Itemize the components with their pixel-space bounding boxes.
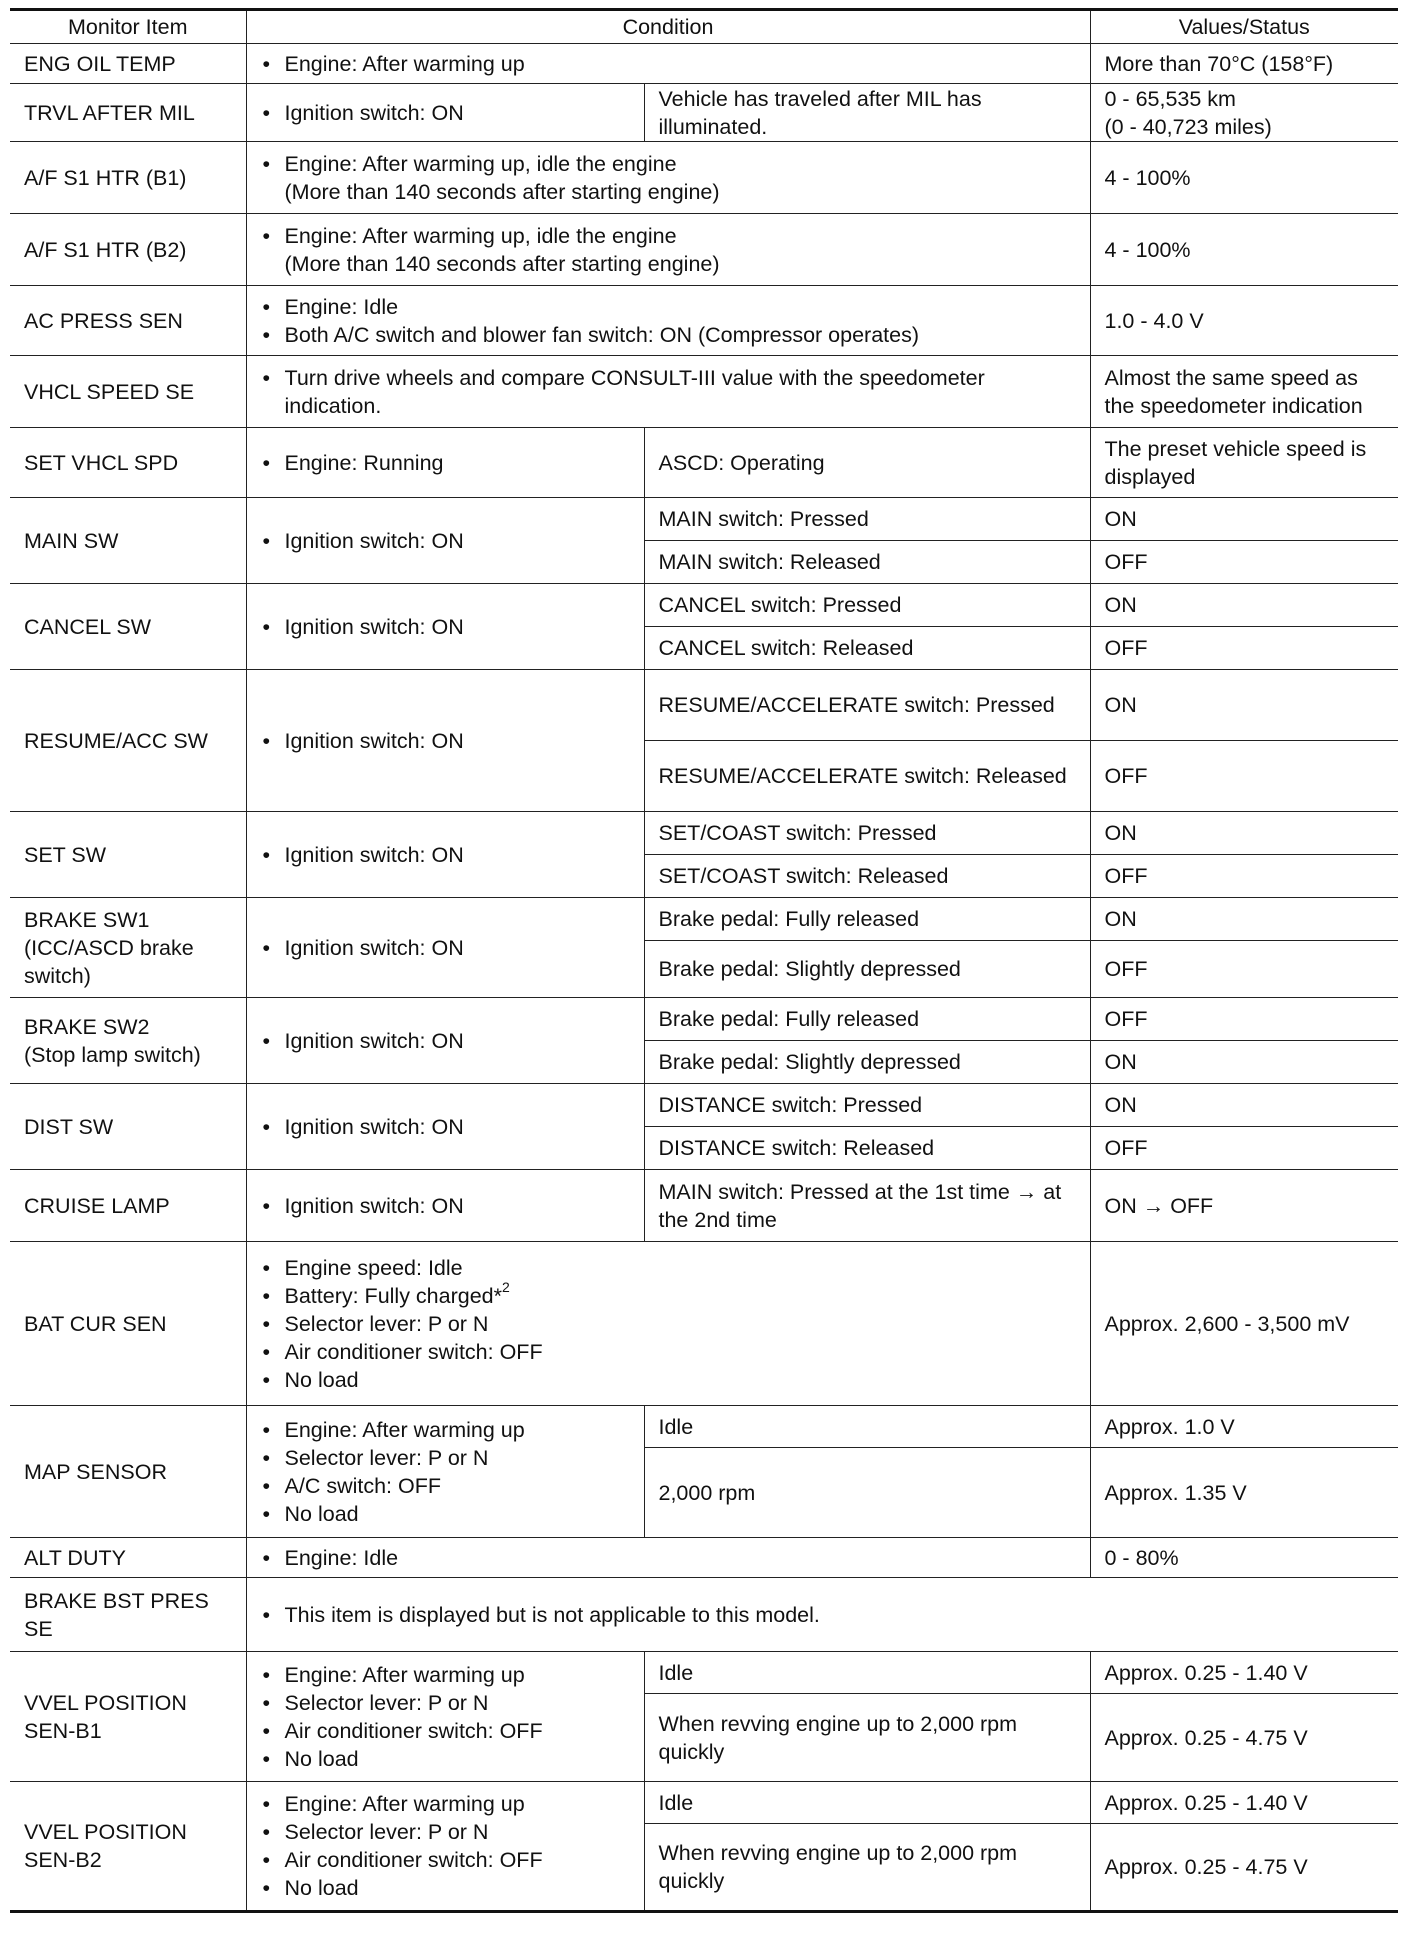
condition-cell (246, 1242, 1090, 1406)
sub-condition-cell: SET/COAST switch: Released (644, 855, 1090, 898)
condition-bullet: • Engine: After warming up (261, 1790, 632, 1818)
condition-bullet: • Air conditioner switch: OFF (261, 1717, 632, 1745)
value-cell: Approx. 0.25 - 4.75 V (1090, 1694, 1398, 1782)
monitor-item-cell: BAT CUR SEN (10, 1242, 246, 1406)
sub-condition-cell: CANCEL switch: Pressed (644, 584, 1090, 627)
monitor-item-cell: RESUME/ACC SW (10, 670, 246, 812)
monitor-item-cell: BRAKE BST PRES SE (10, 1578, 246, 1652)
condition-bullet: • Engine: Idle (261, 293, 1078, 321)
condition-bullet: • No load (261, 1366, 1078, 1394)
sub-condition-cell: SET/COAST switch: Pressed (644, 812, 1090, 855)
sub-condition-cell: Brake pedal: Slightly depressed (644, 941, 1090, 998)
value-cell: OFF (1090, 941, 1398, 998)
sub-condition-cell: DISTANCE switch: Pressed (644, 1084, 1090, 1127)
monitor-item-cell: DIST SW (10, 1084, 246, 1170)
monitor-item-cell: TRVL AFTER MIL (10, 84, 246, 142)
condition-bullet: • Ignition switch: ON (261, 1027, 632, 1055)
condition-cell (246, 498, 644, 584)
header-condition: Condition (246, 10, 1090, 44)
value-cell: OFF (1090, 855, 1398, 898)
condition-cell (246, 1538, 1090, 1578)
value-line: (0 - 40,723 miles) (1104, 114, 1272, 139)
value-cell: 4 - 100% (1090, 214, 1398, 286)
condition-bullet (261, 1279, 1078, 1310)
value-cell: OFF (1090, 541, 1398, 584)
monitor-item-line: BRAKE SW1 (24, 907, 150, 932)
condition-bullet: • Air conditioner switch: OFF (261, 1846, 632, 1874)
condition-cell (246, 142, 1090, 214)
header-monitor-item: Monitor Item (10, 10, 246, 44)
monitor-item-cell: VVEL POSITION SEN-B1 (10, 1652, 246, 1782)
value-cell: Approx. 0.25 - 1.40 V (1090, 1652, 1398, 1694)
condition-bullet: • Ignition switch: ON (261, 841, 632, 869)
condition-bullet: • Selector lever: P or N (261, 1818, 632, 1846)
condition-line: (More than 140 seconds after starting engine) (284, 251, 720, 276)
sub-condition-cell: When revving engine up to 2,000 rpm quickly (644, 1694, 1090, 1782)
sub-condition-cell: Idle (644, 1782, 1090, 1824)
sub-condition-cell: Brake pedal: Slightly depressed (644, 1041, 1090, 1084)
monitor-item-line: (Stop lamp switch) (24, 1042, 201, 1067)
condition-bullet: • No load (261, 1500, 632, 1528)
table-row (10, 214, 1398, 286)
condition-bullet: • Selector lever: P or N (261, 1444, 632, 1472)
value-cell: Almost the same speed as the speedometer indication (1090, 356, 1398, 428)
sub-condition-cell: Brake pedal: Fully released (644, 898, 1090, 941)
condition-bullet: • No load (261, 1745, 632, 1773)
condition-bullet: • Engine speed: Idle (261, 1254, 1078, 1282)
monitor-item-cell: ALT DUTY (10, 1538, 246, 1578)
monitor-item-line: BRAKE SW2 (24, 1014, 150, 1039)
value-cell: Approx. 1.0 V (1090, 1406, 1398, 1448)
table-row (10, 1782, 1398, 1824)
sub-condition-cell: ASCD: Operating (644, 428, 1090, 498)
condition-cell (246, 44, 1090, 84)
condition-bullet: • Engine: After warming up (261, 50, 1078, 78)
condition-bullet: • Ignition switch: ON (261, 99, 632, 127)
value-cell: More than 70°C (158°F) (1090, 44, 1398, 84)
table-row (10, 670, 1398, 741)
condition-bullet: • Ignition switch: ON (261, 527, 632, 555)
table-row (10, 998, 1398, 1041)
footnote-marker: 2 (502, 1279, 510, 1296)
table-row (10, 44, 1398, 84)
monitor-table-container (10, 8, 1398, 1913)
monitor-item-cell: MAIN SW (10, 498, 246, 584)
value-line: 0 - 65,535 km (1104, 86, 1236, 111)
monitor-item-cell: A/F S1 HTR (B1) (10, 142, 246, 214)
sub-condition-cell: MAIN switch: Pressed at the 1st time → at the 2nd time (644, 1170, 1090, 1242)
table-row (10, 584, 1398, 627)
table-row (10, 84, 1398, 142)
value-cell: OFF (1090, 627, 1398, 670)
value-cell: Approx. 2,600 - 3,500 mV (1090, 1242, 1398, 1406)
condition-bullet: • Ignition switch: ON (261, 727, 632, 755)
sub-condition-cell: RESUME/ACCELERATE switch: Released (644, 741, 1090, 812)
condition-cell (246, 1578, 1398, 1652)
condition-cell (246, 1782, 644, 1912)
condition-line: • Engine: After warming up, idle the engine (284, 223, 677, 248)
table-row (10, 1578, 1398, 1652)
condition-cell (246, 670, 644, 812)
monitor-item-cell: SET SW (10, 812, 246, 898)
condition-bullet: • Ignition switch: ON (261, 1192, 632, 1220)
condition-bullet: • Both A/C switch and blower fan switch: ON (Compressor operates) (261, 321, 1078, 349)
condition-cell (246, 286, 1090, 356)
header-row (10, 10, 1398, 44)
condition-bullet: • Engine: Running (261, 449, 632, 477)
sub-condition-cell: MAIN switch: Released (644, 541, 1090, 584)
monitor-item-cell: SET VHCL SPD (10, 428, 246, 498)
sub-condition-cell: 2,000 rpm (644, 1448, 1090, 1538)
monitor-item-line: (ICC/ASCD brake switch) (24, 935, 194, 988)
monitor-item-table (10, 8, 1398, 1913)
table-row (10, 286, 1398, 356)
value-cell: ON (1090, 812, 1398, 855)
sub-condition-cell: CANCEL switch: Released (644, 627, 1090, 670)
condition-bullet: • No load (261, 1874, 632, 1902)
condition-bullet: • This item is displayed but is not applicable to this model. (261, 1601, 1387, 1629)
sub-condition-cell: When revving engine up to 2,000 rpm quickly (644, 1824, 1090, 1912)
value-cell: Approx. 0.25 - 1.40 V (1090, 1782, 1398, 1824)
condition-bullet: • Ignition switch: ON (261, 613, 632, 641)
table-row (10, 1084, 1398, 1127)
value-cell: ON (1090, 1084, 1398, 1127)
value-cell: ON (1090, 670, 1398, 741)
condition-cell (246, 1084, 644, 1170)
value-cell: ON (1090, 1041, 1398, 1084)
table-row (10, 812, 1398, 855)
condition-bullet: • Engine: After warming up (261, 1661, 632, 1689)
condition-bullet: • Selector lever: P or N (261, 1689, 632, 1717)
condition-cell (246, 214, 1090, 286)
condition-cell (246, 84, 644, 142)
value-cell (1090, 84, 1398, 142)
monitor-item-cell: CRUISE LAMP (10, 1170, 246, 1242)
condition-bullet: • Selector lever: P or N (261, 1310, 1078, 1338)
value-cell: ON (1090, 898, 1398, 941)
monitor-item-cell (10, 998, 246, 1084)
value-cell: ON → OFF (1090, 1170, 1398, 1242)
table-row (10, 1170, 1398, 1242)
condition-cell (246, 812, 644, 898)
condition-bullet: • A/C switch: OFF (261, 1472, 632, 1500)
sub-condition-cell: Idle (644, 1652, 1090, 1694)
monitor-item-cell: MAP SENSOR (10, 1406, 246, 1538)
table-row (10, 498, 1398, 541)
condition-bullet: • Engine: Idle (261, 1544, 1078, 1572)
condition-bullet: • Ignition switch: ON (261, 934, 632, 962)
value-cell: ON (1090, 498, 1398, 541)
sub-condition-cell: Idle (644, 1406, 1090, 1448)
monitor-item-cell: VHCL SPEED SE (10, 356, 246, 428)
table-row (10, 142, 1398, 214)
value-cell: OFF (1090, 741, 1398, 812)
condition-cell (246, 1170, 644, 1242)
value-cell: 4 - 100% (1090, 142, 1398, 214)
condition-cell (246, 1406, 644, 1538)
monitor-item-cell: AC PRESS SEN (10, 286, 246, 356)
condition-bullet: • Engine: After warming up (261, 1416, 632, 1444)
value-cell: Approx. 1.35 V (1090, 1448, 1398, 1538)
value-cell: 1.0 - 4.0 V (1090, 286, 1398, 356)
value-cell: The preset vehicle speed is displayed (1090, 428, 1398, 498)
monitor-item-cell: A/F S1 HTR (B2) (10, 214, 246, 286)
monitor-item-cell: VVEL POSITION SEN-B2 (10, 1782, 246, 1912)
sub-condition-cell: RESUME/ACCELERATE switch: Pressed (644, 670, 1090, 741)
condition-bullet: • Air conditioner switch: OFF (261, 1338, 1078, 1366)
table-row (10, 1242, 1398, 1406)
condition-bullet: • Ignition switch: ON (261, 1113, 632, 1141)
table-row (10, 898, 1398, 941)
table-row (10, 1406, 1398, 1448)
table-row (10, 1652, 1398, 1694)
condition-line: (More than 140 seconds after starting engine) (284, 179, 720, 204)
condition-cell (246, 428, 644, 498)
condition-cell (246, 1652, 644, 1782)
condition-cell (246, 584, 644, 670)
condition-bullet (261, 150, 1078, 206)
condition-bullet (261, 222, 1078, 278)
condition-cell (246, 998, 644, 1084)
value-cell: ON (1090, 584, 1398, 627)
monitor-item-cell: CANCEL SW (10, 584, 246, 670)
sub-condition-cell: Brake pedal: Fully released (644, 998, 1090, 1041)
value-cell: OFF (1090, 998, 1398, 1041)
value-cell: OFF (1090, 1127, 1398, 1170)
table-row (10, 1538, 1398, 1578)
sub-condition-cell: MAIN switch: Pressed (644, 498, 1090, 541)
condition-text: Battery: Fully charged* (284, 1283, 502, 1308)
condition-cell (246, 356, 1090, 428)
table-row (10, 428, 1398, 498)
value-cell: 0 - 80% (1090, 1538, 1398, 1578)
monitor-item-cell (10, 898, 246, 998)
condition-cell (246, 898, 644, 998)
condition-line: • Engine: After warming up, idle the engine (284, 151, 677, 176)
sub-condition-cell: DISTANCE switch: Released (644, 1127, 1090, 1170)
header-values-status: Values/Status (1090, 10, 1398, 44)
condition-bullet: • Turn drive wheels and compare CONSULT-III value with the speedometer indication. (261, 364, 1078, 420)
table-row (10, 356, 1398, 428)
value-cell: Approx. 0.25 - 4.75 V (1090, 1824, 1398, 1912)
sub-condition-cell: Vehicle has traveled after MIL has illuminated. (644, 84, 1090, 142)
monitor-item-cell: ENG OIL TEMP (10, 44, 246, 84)
